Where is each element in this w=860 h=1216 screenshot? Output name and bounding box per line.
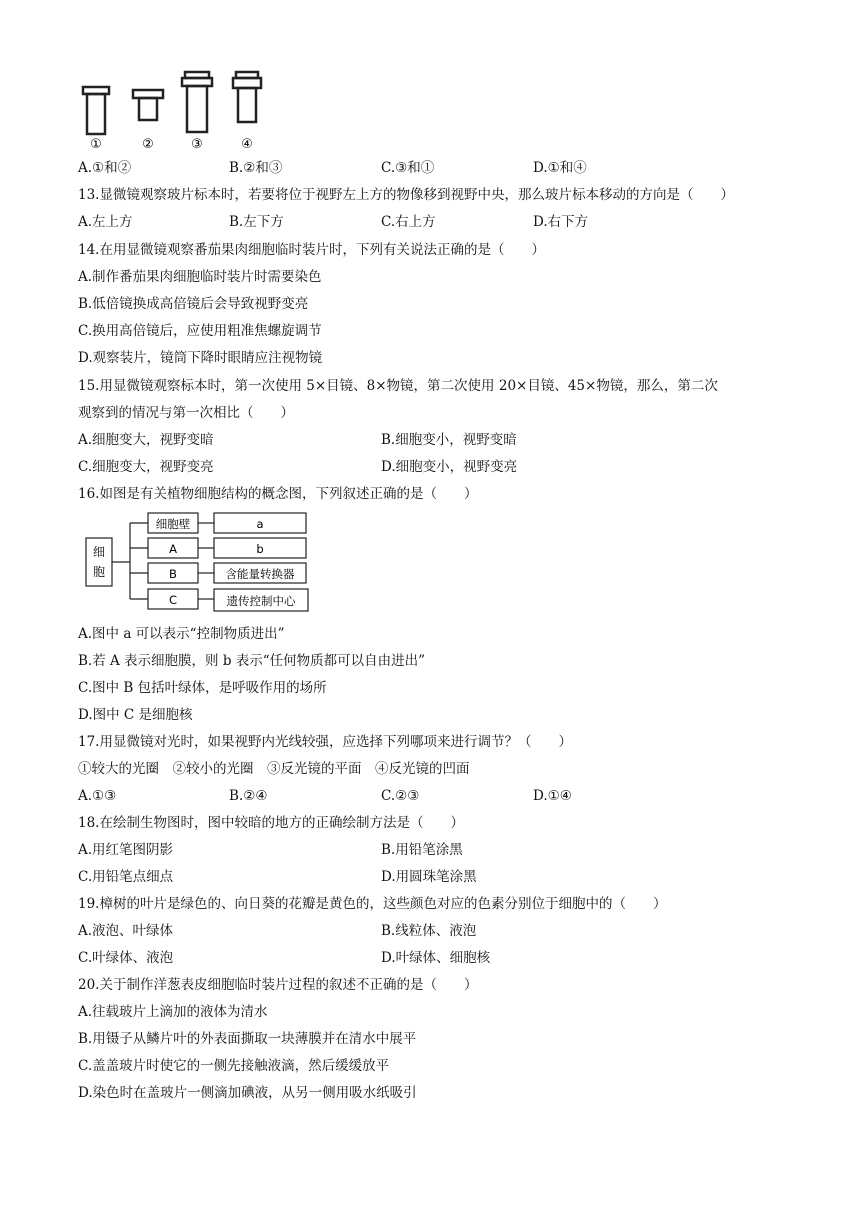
diagram-part-a: A [169, 542, 177, 556]
q20-option-b: B.用镊子从鳞片叶的外表面撕取一块薄膜并在清水中展平 [78, 1031, 417, 1047]
q16-option-c: C.图中 B 包括叶绿体，是呼吸作用的场所 [78, 680, 327, 696]
q17-option-a: A.①③ [78, 788, 117, 804]
q12-option-b: B.②和③ [229, 160, 283, 176]
q18-option-b: B.用铅笔涂黑 [381, 842, 463, 858]
q14-stem: 14.在用显微镜观察番茄果肉细胞临时装片时，下列有关说法正确的是（ ） [78, 242, 545, 258]
q12-option-c: C.③和① [381, 160, 435, 176]
diagram-part-b: B [169, 567, 177, 581]
q13-option-a: A.左上方 [78, 214, 133, 230]
diagram-function-a: a [256, 517, 264, 531]
q19-option-a: A.液泡、叶绿体 [78, 923, 174, 939]
diagram-root-char1: 细 [92, 545, 106, 559]
q18-option-d: D.用圆珠笔涂黑 [381, 869, 477, 885]
q13-option-b: B.左下方 [229, 214, 284, 230]
q15-option-c: C.细胞变大，视野变亮 [78, 459, 214, 475]
diagram-function-b: b [256, 542, 264, 556]
q16-option-a: A.图中 a 可以表示“控制物质进出” [78, 626, 285, 642]
q14-option-d: D.观察装片，镜筒下降时眼睛应注视物镜 [78, 350, 323, 366]
lens-label-3: ③ [191, 137, 203, 152]
q13-option-d: D.右下方 [533, 214, 589, 230]
q14-option-c: C.换用高倍镜后，应使用粗准焦螺旋调节 [78, 323, 322, 339]
q15-option-b: B.细胞变小，视野变暗 [381, 432, 517, 448]
q17-choices: ①较大的光圈 ②较小的光圈 ③反光镜的平面 ④反光镜的凹面 [78, 761, 470, 777]
q17-option-c: C.②③ [381, 788, 420, 804]
q19-option-b: B.线粒体、液泡 [381, 923, 477, 939]
q15-stem-line1: 15.用显微镜观察标本时，第一次使用 5×目镜、8×物镜，第二次使用 20×目镜、45×物镜，那么，第二次 [78, 378, 718, 394]
q16-option-d: D.图中 C 是细胞核 [78, 707, 193, 723]
diagram-root-char2: 胞 [92, 565, 106, 579]
q19-option-c: C.叶绿体、液泡 [78, 950, 174, 966]
q18-option-a: A.用红笔图阴影 [78, 842, 174, 858]
q18-stem: 18.在绘制生物图时，图中较暗的地方的正确绘制方法是（ ） [78, 815, 464, 831]
q13-option-c: C.右上方 [381, 214, 436, 230]
diagram-part-cell-wall: 细胞壁 [155, 517, 191, 531]
lens-label-1: ① [90, 137, 102, 152]
q16-stem: 16.如图是有关植物细胞结构的概念图，下列叙述正确的是（ ） [78, 486, 478, 502]
q12-option-a: A.①和② [78, 160, 132, 176]
q19-stem: 19.樟树的叶片是绿色的、向日葵的花瓣是黄色的，这些颜色对应的色素分别位于细胞中的（ ） [78, 896, 667, 912]
q15-option-a: A.细胞变大，视野变暗 [78, 432, 214, 448]
q15-stem-line2: 观察到的情况与第一次相比（ ） [78, 405, 294, 421]
q20-stem: 20.关于制作洋葱表皮细胞临时装片过程的叙述不正确的是（ ） [78, 977, 478, 993]
q14-option-a: A.制作番茄果肉细胞临时装片时需要染色 [78, 269, 322, 285]
q14-option-b: B.低倍镜换成高倍镜后会导致视野变亮 [78, 296, 309, 312]
q13-stem: 13.显微镜观察玻片标本时，若要将位于视野左上方的物像移到视野中央，那么玻片标本移动的方向是（ ） [78, 187, 734, 203]
q12-option-d: D.①和④ [533, 160, 587, 176]
q15-option-d: D.细胞变小，视野变亮 [381, 459, 518, 475]
diagram-part-c: C [168, 593, 178, 607]
q20-option-d: D.染色时在盖玻片一侧滴加碘液，从另一侧用吸水纸吸引 [78, 1085, 417, 1101]
lens-figure [78, 70, 278, 152]
q17-option-d: D.①④ [533, 788, 572, 804]
q20-option-c: C.盖盖玻片时使它的一侧先接触液滴，然后缓缓放平 [78, 1058, 390, 1074]
diagram-function-control: 遗传控制中心 [226, 594, 296, 608]
q18-option-c: C.用铅笔点细点 [78, 869, 174, 885]
q20-option-a: A.往载玻片上滴加的液体为清水 [78, 1004, 268, 1020]
q16-option-b: B.若 A 表示细胞膜，则 b 表示“任何物质都可以自由进出” [78, 653, 426, 669]
cell-structure-diagram [82, 510, 322, 614]
q17-stem: 17.用显微镜对光时，如果视野内光线较强，应选择下列哪项来进行调节？（ ） [78, 734, 572, 750]
q17-option-b: B.②④ [229, 788, 268, 804]
lens-label-4: ④ [241, 137, 253, 152]
lens-label-2: ② [142, 137, 154, 152]
diagram-function-energy: 含能量转换器 [225, 567, 295, 581]
q19-option-d: D.叶绿体、细胞核 [381, 950, 491, 966]
